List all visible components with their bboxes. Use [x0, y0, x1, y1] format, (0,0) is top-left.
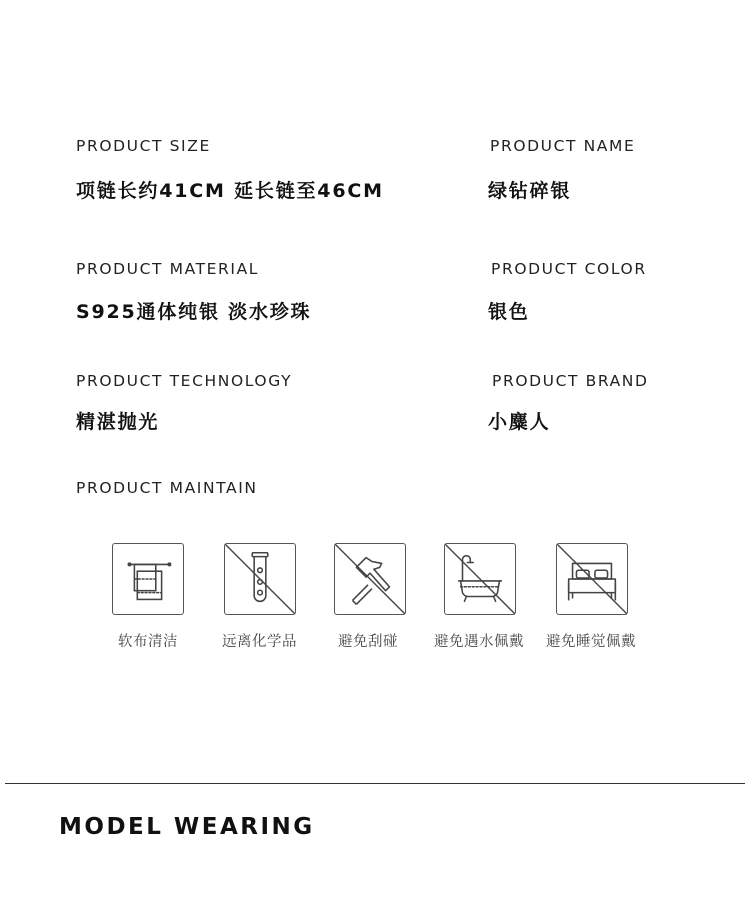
care-label-sleep: 避免睡觉佩戴 [546, 634, 636, 650]
product-brand-label: PRODUCT BRAND [492, 372, 649, 390]
bathtub-icon [444, 543, 516, 615]
product-color-label: PRODUCT COLOR [491, 260, 647, 278]
product-brand-value: 小麋人 [488, 411, 551, 433]
product-technology-value: 精湛抛光 [76, 411, 160, 433]
product-material-value: S925通体纯银 淡水珍珠 [76, 301, 312, 323]
product-maintain-label: PRODUCT MAINTAIN [76, 479, 258, 497]
towel-icon [112, 543, 184, 615]
care-label-soft-cloth: 软布清洁 [118, 634, 178, 650]
product-name-label: PRODUCT NAME [490, 137, 636, 155]
care-label-chemicals: 远离化学品 [222, 634, 297, 650]
care-label-scratch: 避免刮碰 [338, 634, 398, 650]
product-size-value: 项链长约41CM 延长链至46CM [76, 180, 384, 202]
care-label-water: 避免遇水佩戴 [434, 634, 524, 650]
product-name-value: 绿钻碎银 [488, 180, 572, 202]
bed-icon [556, 543, 628, 615]
product-size-label: PRODUCT SIZE [76, 137, 211, 155]
product-color-value: 银色 [488, 301, 530, 323]
product-material-label: PRODUCT MATERIAL [76, 260, 260, 278]
section-divider [5, 783, 745, 784]
hammer-icon [334, 543, 406, 615]
section-title: MODEL WEARING [59, 814, 315, 840]
product-technology-label: PRODUCT TECHNOLOGY [76, 372, 293, 390]
test-tube-icon [224, 543, 296, 615]
